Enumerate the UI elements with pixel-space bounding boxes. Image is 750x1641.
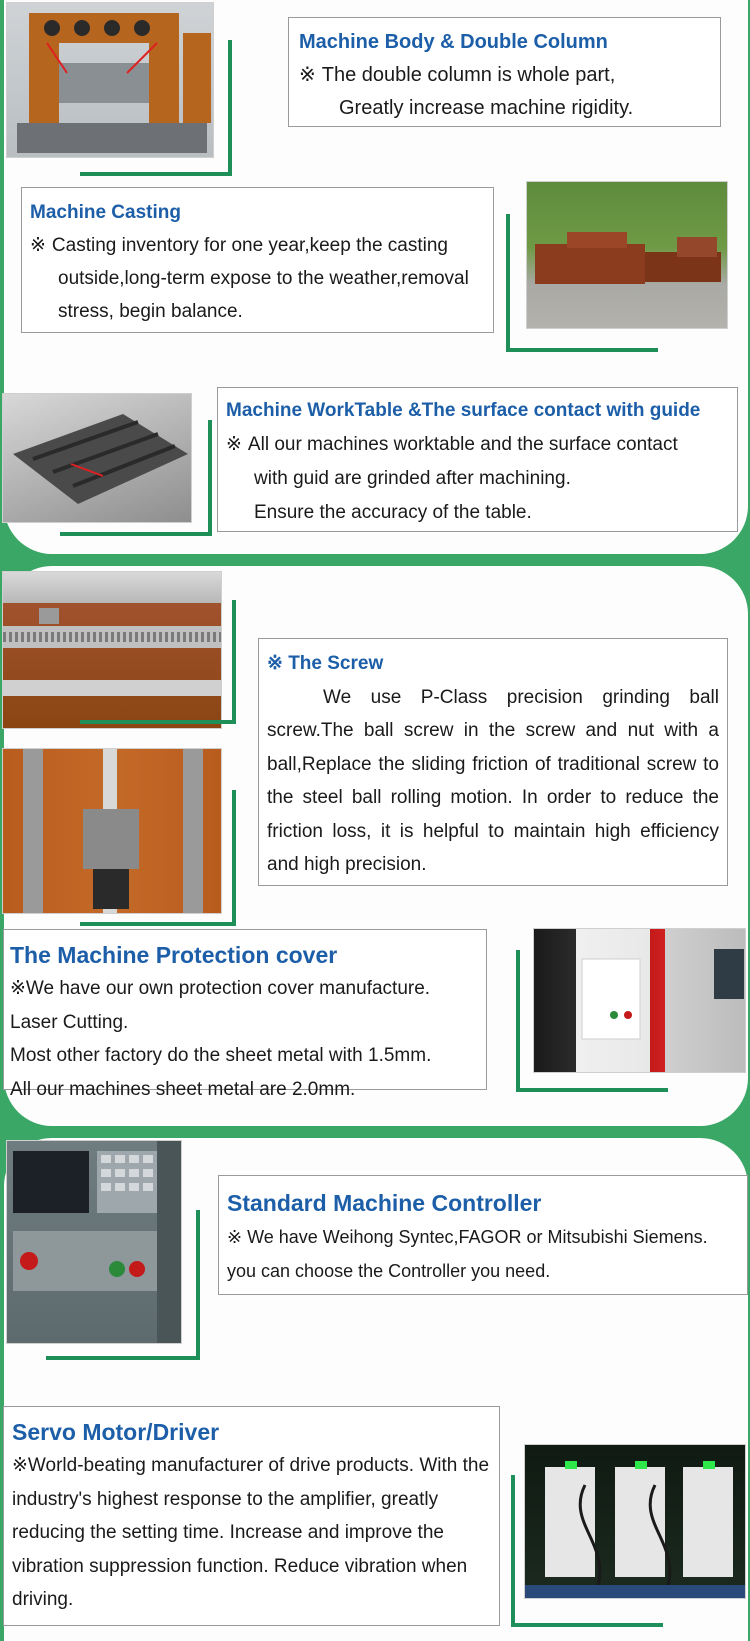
body-column-line1: The double column is whole part, (321, 64, 616, 86)
casting-line2: outside,long-term expose to the weather,removal (58, 268, 469, 289)
casting-title: Machine Casting (30, 202, 181, 223)
servo-driver-photo (524, 1444, 746, 1599)
note-symbol: ※ (30, 235, 46, 256)
note-symbol: ※ (299, 64, 316, 86)
controller-title: Standard Machine Controller (227, 1190, 542, 1216)
green-bracket-3 (60, 420, 212, 536)
casting-line3: stress, begin balance. (58, 301, 243, 322)
screw-title: ※ The Screw (267, 653, 384, 674)
casting-line1: Casting inventory for one year,keep the casting (51, 235, 448, 256)
protection-line2: Laser Cutting. (10, 1011, 129, 1033)
green-bracket-1 (80, 40, 232, 176)
protection-line3: Most other factory do the sheet metal with 1.5mm. (10, 1045, 432, 1066)
worktable-line2: with guid are grinded after machining. (254, 468, 571, 489)
body-column-line2: Greatly increase machine rigidity. (339, 97, 634, 119)
protection-cover-photo (533, 928, 746, 1073)
controller-line2: you can choose the Controller you need. (227, 1261, 551, 1281)
body-column-box (288, 17, 721, 127)
green-bracket-4 (80, 600, 236, 724)
protection-line1: ※We have our own protection cover manufacture. (10, 978, 431, 999)
servo-body: ※World-beating manufacturer of drive products. With the industry's highest response to the amplifier, greatly reducing the setting time. Increase and improve the vibration suppression function. Reduce vibration when driving. (12, 1455, 490, 1610)
green-bracket-7 (46, 1210, 200, 1360)
worktable-line1: All our machines worktable and the surface contact (247, 434, 678, 455)
protection-box (3, 929, 487, 1100)
worktable-box (217, 387, 738, 532)
controller-line1: ※ We have Weihong Syntec,FAGOR or Mitsubishi Siemens. (227, 1227, 708, 1247)
controller-box (218, 1175, 748, 1295)
protection-title: The Machine Protection cover (10, 942, 338, 968)
worktable-title: Machine WorkTable &The surface contact with guide (226, 400, 701, 421)
worktable-line3: Ensure the accuracy of the table. (254, 502, 532, 523)
green-bracket-5 (80, 790, 236, 926)
casting-box (21, 187, 494, 333)
protection-line4: All our machines sheet metal are 2.0mm. (10, 1078, 356, 1100)
screw-body: We use P-Class precision grinding ball screw.The ball screw in the screw and nut with a ball,Replace the sliding friction of traditional screw to the steel ball rolling motion. In order to reduce the friction loss, it is helpful to maintain high efficiency and high precision. (267, 686, 719, 875)
body-column-title: Machine Body & Double Column (299, 31, 608, 53)
servo-box (3, 1406, 500, 1626)
servo-title: Servo Motor/Driver (12, 1419, 220, 1445)
note-symbol: ※ (226, 434, 242, 455)
screw-box (258, 638, 728, 886)
casting-yard-photo (526, 181, 728, 329)
